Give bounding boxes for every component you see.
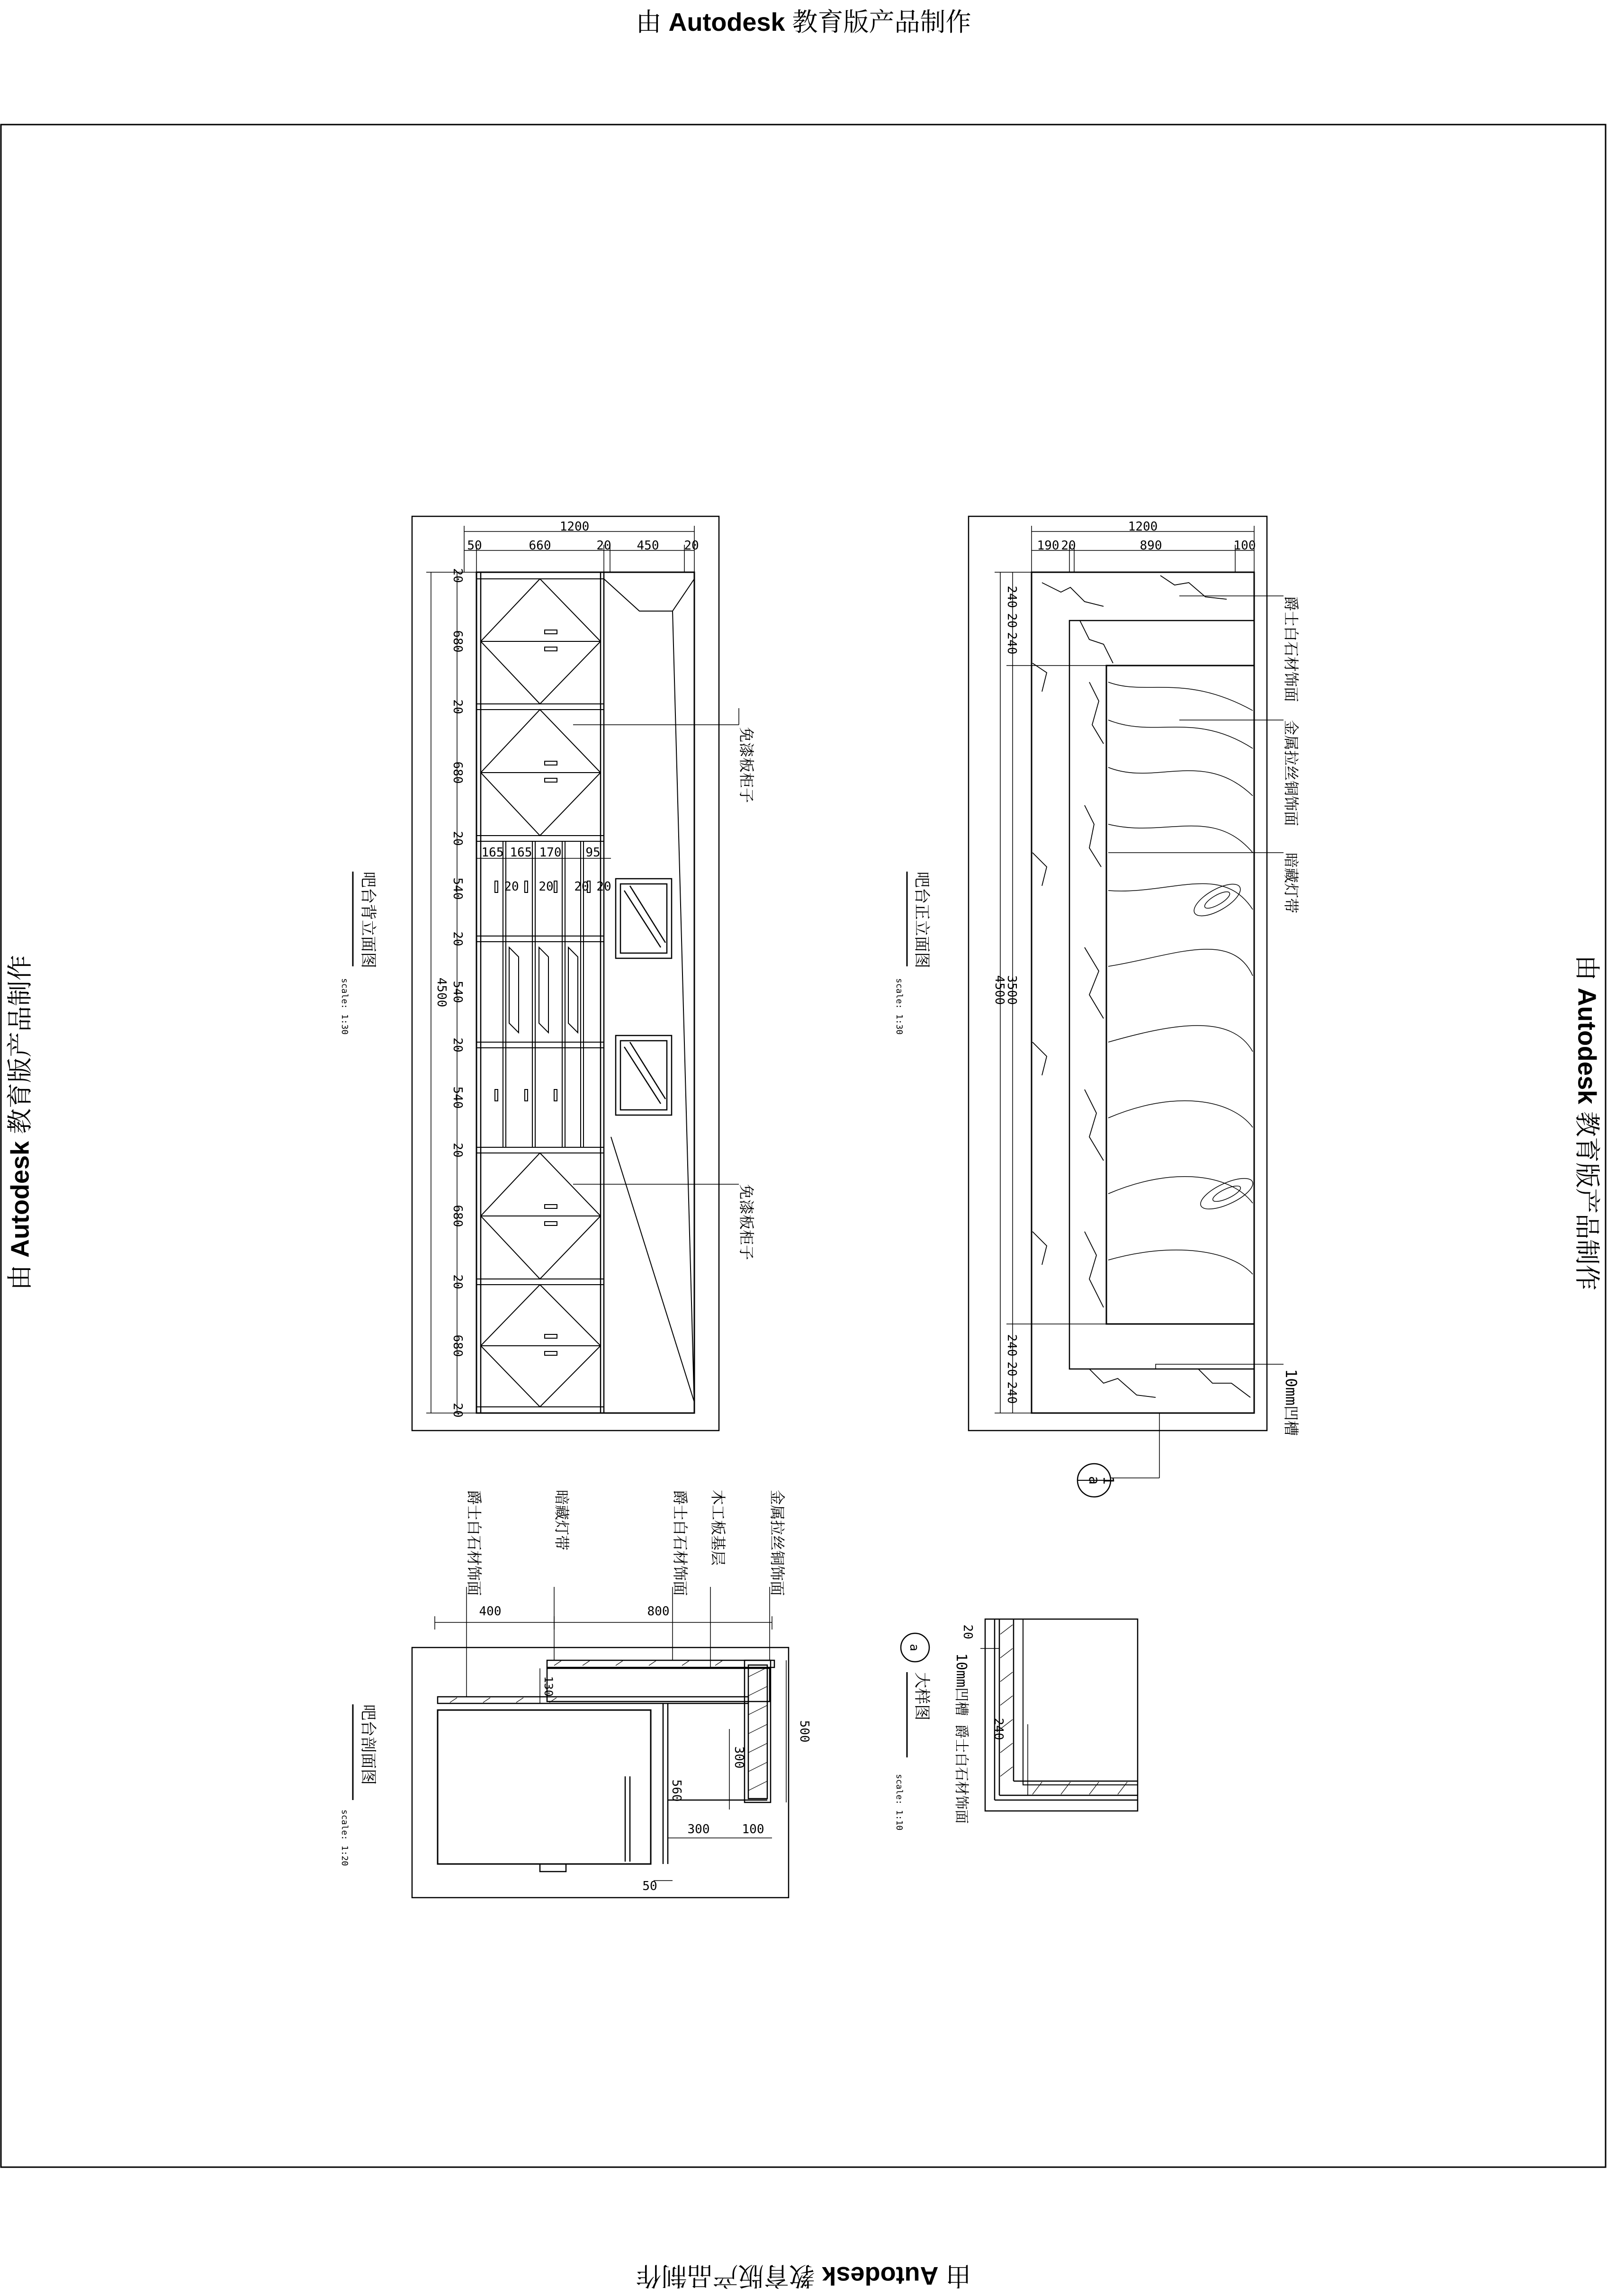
back-elevation <box>412 516 739 1431</box>
watermark-top: 由 Autodesk 教育版产品制作 <box>636 8 971 36</box>
label-mianqi-1: 免漆板柜子 <box>737 727 755 803</box>
back-v12: 20 <box>450 1274 465 1289</box>
callout-marker-top: a <box>1086 1476 1102 1485</box>
callout-marker-bottom: 1 <box>1100 1476 1116 1485</box>
sec-dim-300v: 300 <box>732 1746 746 1769</box>
detail-title: 大样图 <box>912 1672 931 1720</box>
back-v6: 20 <box>450 931 465 946</box>
label-sec-jueshi-a: 爵士白石材饰面 <box>465 1490 483 1596</box>
back-total-h: 4500 <box>434 977 449 1008</box>
section-view <box>412 1587 789 1898</box>
section-frame <box>412 1648 789 1898</box>
detail-scale: scale: 1:10 <box>894 1774 904 1831</box>
label-jueshi-front: 爵士白石材饰面 <box>1282 596 1300 702</box>
front-bot-2: 240 <box>1005 1381 1019 1404</box>
front-dim-20: 20 <box>1061 539 1076 553</box>
label-aocao-front: 10mm凹槽 <box>1282 1369 1300 1436</box>
sheet-frame <box>1 125 1606 2167</box>
front-dim-total-w: 1200 <box>1128 520 1158 534</box>
back-v13: 680 <box>450 1334 465 1357</box>
label-sec-jueshi-b: 爵士白石材饰面 <box>671 1490 689 1596</box>
sec-dim-130: 130 <box>542 1676 555 1697</box>
back-drawer-170: 170 <box>539 846 562 860</box>
label-jinshu-front: 金属拉丝铜饰面 <box>1282 720 1300 827</box>
back-v7: 540 <box>450 981 465 1003</box>
front-total-h: 4500 <box>992 975 1006 1005</box>
back-sub20-c: 20 <box>574 880 589 894</box>
front-elevation-scale: scale: 1:30 <box>894 978 904 1035</box>
back-elevation-text <box>340 520 755 1418</box>
front-top-2: 240 <box>1005 632 1019 655</box>
detail-text <box>894 1624 1005 1830</box>
back-v14: 20 <box>450 1403 465 1418</box>
back-v5: 540 <box>450 877 465 900</box>
detail-frame <box>985 1619 1138 1811</box>
back-dim-20a: 20 <box>596 539 611 553</box>
sec-dim-800: 800 <box>647 1604 670 1619</box>
sec-dim-300h: 300 <box>687 1822 710 1837</box>
watermark-left: 由 Autodesk 教育版产品制作 <box>6 954 35 1291</box>
sec-dim-50: 50 <box>642 1879 657 1893</box>
label-sec-mugong: 木工板基层 <box>709 1490 727 1566</box>
back-v11: 680 <box>450 1205 465 1227</box>
back-v3: 680 <box>450 761 465 784</box>
sec-dim-500: 500 <box>797 1720 811 1743</box>
front-top-1: 20 <box>1005 613 1019 628</box>
section-title: 吧台剖面图 <box>359 1704 377 1785</box>
front-elevation-title: 吧台正立面图 <box>912 872 931 968</box>
watermark-right: 由 Autodesk 教育版产品制作 <box>1572 954 1601 1291</box>
back-sub20-d: 20 <box>596 880 611 894</box>
back-elevation-title: 吧台背立面图 <box>359 872 377 968</box>
section-text <box>340 1490 811 1893</box>
back-dim-total-w: 1200 <box>559 520 590 534</box>
back-v8: 20 <box>450 1037 465 1053</box>
back-drawer-165b: 165 <box>510 846 532 860</box>
front-inner-h: 3500 <box>1005 975 1019 1005</box>
back-sub20-b: 20 <box>539 880 554 894</box>
back-v9: 540 <box>450 1086 465 1109</box>
back-drawer-165a: 165 <box>481 846 504 860</box>
back-dim-450: 450 <box>637 539 659 553</box>
back-sub20-a: 20 <box>504 880 519 894</box>
front-top-0: 240 <box>1005 585 1019 608</box>
detail-marker: a <box>907 1644 921 1651</box>
back-dim-660: 660 <box>529 539 551 553</box>
front-dim-190: 190 <box>1037 539 1059 553</box>
front-bot-1: 20 <box>1005 1361 1019 1377</box>
section-scale: scale: 1:20 <box>340 1810 350 1866</box>
label-det-jueshi: 爵士白石材饰面 <box>953 1724 970 1824</box>
front-elevation-text <box>894 520 1300 1485</box>
front-dim-890: 890 <box>1140 539 1162 553</box>
back-dim-50: 50 <box>467 539 482 553</box>
front-bot-0: 240 <box>1005 1334 1019 1357</box>
front-dim-100: 100 <box>1233 539 1256 553</box>
detail-view <box>901 1619 1138 1811</box>
label-sec-andeng: 暗藏灯带 <box>553 1490 571 1551</box>
back-v1: 680 <box>450 630 465 653</box>
back-drawer-95: 95 <box>585 846 601 860</box>
back-v10: 20 <box>450 1143 465 1158</box>
label-mianqi-2: 免漆板柜子 <box>737 1184 755 1261</box>
label-sec-jinshu: 金属拉丝铜饰面 <box>768 1490 786 1596</box>
sec-dim-100: 100 <box>742 1822 764 1837</box>
det-dim-20: 20 <box>961 1624 975 1639</box>
watermark-bottom: 由 Autodesk 教育版产品制作 <box>636 2261 971 2290</box>
back-v2: 20 <box>450 699 465 714</box>
brass-panel <box>1106 666 1254 1324</box>
label-andeng-front: 暗藏灯带 <box>1282 853 1300 914</box>
back-dim-20b: 20 <box>684 539 699 553</box>
sec-dim-400: 400 <box>479 1604 502 1619</box>
back-elevation-scale: scale: 1:30 <box>340 978 350 1035</box>
det-dim-240: 240 <box>991 1718 1005 1740</box>
label-det-aocao: 10mm凹槽 <box>953 1653 970 1716</box>
stone-panel <box>1032 572 1254 1413</box>
back-v4: 20 <box>450 831 465 846</box>
sec-dim-560: 560 <box>669 1779 683 1802</box>
back-v0: 20 <box>450 568 465 583</box>
